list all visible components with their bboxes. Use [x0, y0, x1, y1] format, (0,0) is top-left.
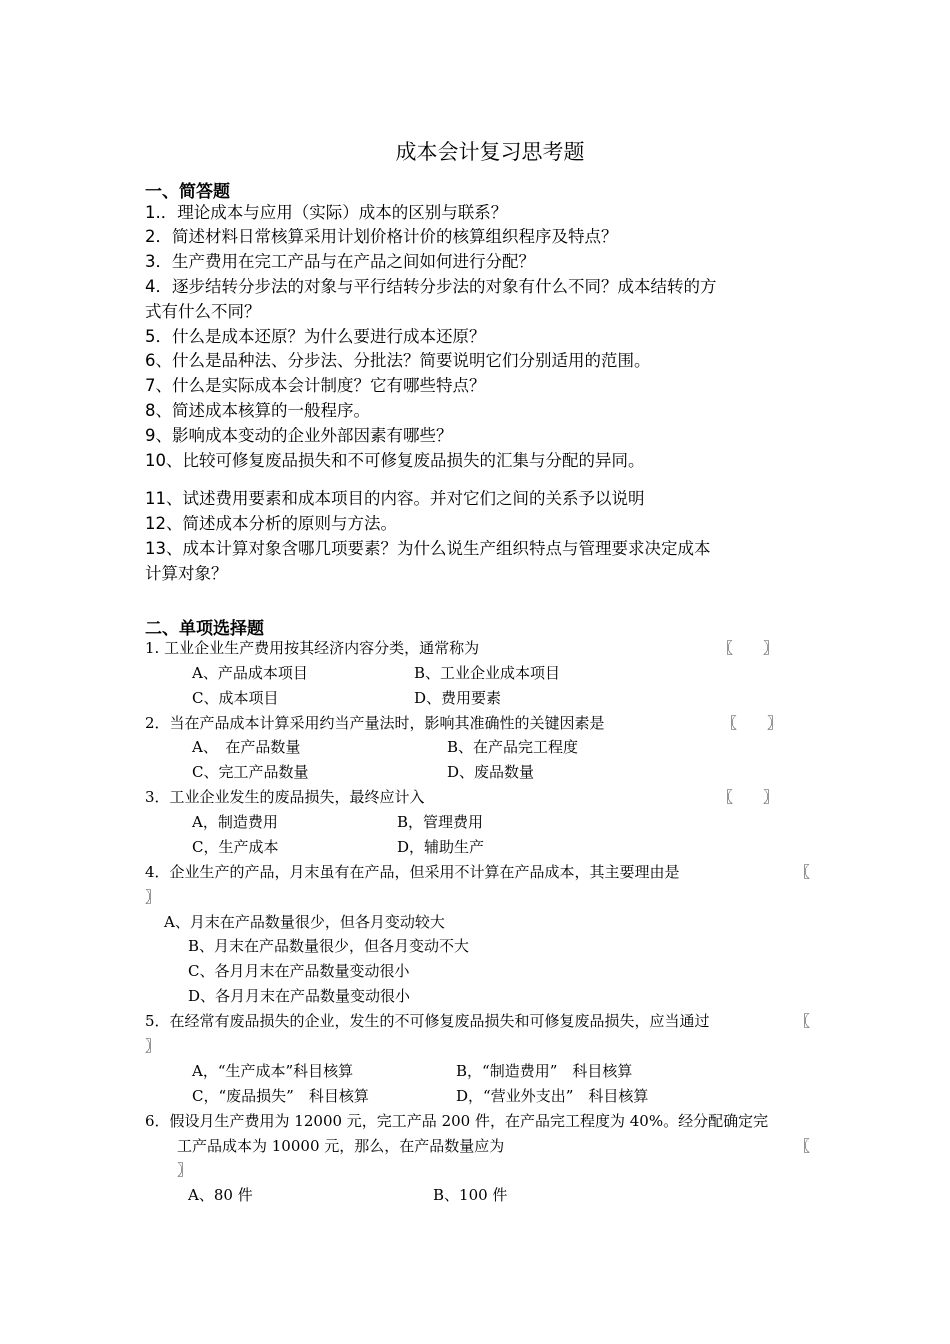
section-heading-short-answer: 一、简答题	[145, 182, 230, 202]
option-b: B，管理费用	[397, 813, 484, 831]
option-c: C、完工产品数量	[192, 763, 309, 781]
mc-question-stem: 6．假设月生产费用为 12000 元，完工产品 200 件，在产品完工程度为 40%。经分配确定完	[145, 1112, 769, 1130]
answer-bracket-close: 〗	[177, 1161, 193, 1179]
option-a: A，制造费用	[192, 813, 278, 831]
answer-bracket: 〖 〗	[722, 714, 783, 732]
option-b: B、月末在产品数量很少，但各月变动不大	[188, 937, 470, 955]
question-line: 5．什么是成本还原？为什么要进行成本还原？	[145, 327, 486, 346]
mc-question-stem: 5．在经常有废品损失的企业，发生的不可修复废品损失和可修复废品损失，应当通过	[145, 1012, 710, 1030]
option-c: C、各月月末在产品数量变动很小	[188, 962, 410, 980]
option-a: A、80 件	[188, 1186, 253, 1204]
answer-bracket-close: 〗	[145, 888, 161, 906]
mc-question-stem: 4．企业生产的产品，月末虽有在产品，但采用不计算在产品成本，其主要理由是	[145, 863, 680, 881]
section-heading-multiple-choice: 二、单项选择题	[145, 619, 264, 639]
option-d: D，“营业外支出” 科目核算	[456, 1087, 649, 1105]
option-b: B、100 件	[433, 1186, 508, 1204]
question-line: 1.．理论成本与应用（实际）成本的区别与联系？	[145, 203, 508, 222]
question-line: 7、什么是实际成本会计制度？它有哪些特点？	[145, 376, 486, 395]
question-line: 2．简述材料日常核算采用计划价格计价的核算组织程序及特点？	[145, 227, 618, 246]
answer-bracket: 〖 〗	[718, 788, 779, 806]
answer-bracket-open: 〖	[795, 1012, 811, 1030]
answer-bracket-open: 〖	[795, 1137, 811, 1155]
option-b: B、工业企业成本项目	[414, 664, 561, 682]
question-line: 10、比较可修复废品损失和不可修复废品损失的汇集与分配的异同。	[145, 451, 645, 470]
option-a: A，“生产成本”科目核算	[192, 1062, 354, 1080]
answer-bracket-open: 〖	[795, 863, 811, 881]
option-d: D，辅助生产	[397, 838, 485, 856]
option-a: A、产品成本项目	[192, 664, 308, 682]
document-title: 成本会计复习思考题	[395, 140, 585, 164]
mc-question-stem: 3．工业企业发生的废品损失，最终应计入	[145, 788, 425, 806]
option-d: D、各月月末在产品数量变动很小	[188, 987, 411, 1005]
question-line: 8、简述成本核算的一般程序。	[145, 401, 370, 420]
option-c: C、成本项目	[192, 689, 279, 707]
question-line: 4．逐步结转分步法的对象与平行结转分步法的对象有什么不同？成本结转的方	[145, 277, 717, 296]
question-line: 13、成本计算对象含哪几项要素？为什么说生产组织特点与管理要求决定成本	[145, 539, 711, 558]
answer-bracket: 〖 〗	[718, 639, 779, 657]
answer-bracket-close: 〗	[145, 1037, 161, 1055]
mc-question-stem-continuation: 工产品成本为 10000 元，那么，在产品数量应为	[177, 1137, 505, 1155]
option-d: D、废品数量	[447, 763, 535, 781]
mc-question-stem: 2．当在产品成本计算采用约当产量法时，影响其准确性的关键因素是	[145, 714, 605, 732]
question-line-continuation: 计算对象？	[145, 564, 228, 583]
option-c: C，生产成本	[192, 838, 279, 856]
option-a: A、 在产品数量	[192, 738, 301, 756]
question-line-continuation: 式有什么不同？	[145, 302, 261, 321]
mc-question-stem: 1. 工业企业生产费用按其经济内容分类，通常称为	[145, 639, 480, 657]
option-b: B、在产品完工程度	[447, 738, 579, 756]
question-line: 9、影响成本变动的企业外部因素有哪些？	[145, 426, 453, 445]
option-b: B，“制造费用” 科目核算	[456, 1062, 633, 1080]
option-c: C，“废品损失” 科目核算	[192, 1087, 369, 1105]
question-line: 12、简述成本分析的原则与方法。	[145, 514, 397, 533]
question-line: 3．生产费用在完工产品与在产品之间如何进行分配？	[145, 252, 535, 271]
question-line: 6、什么是品种法、分步法、分批法？简要说明它们分别适用的范围。	[145, 351, 651, 370]
question-line: 11、试述费用要素和成本项目的内容。并对它们之间的关系予以说明	[145, 489, 645, 508]
option-a: A、月末在产品数量很少，但各月变动较大	[164, 913, 445, 931]
option-d: D、费用要素	[414, 689, 502, 707]
